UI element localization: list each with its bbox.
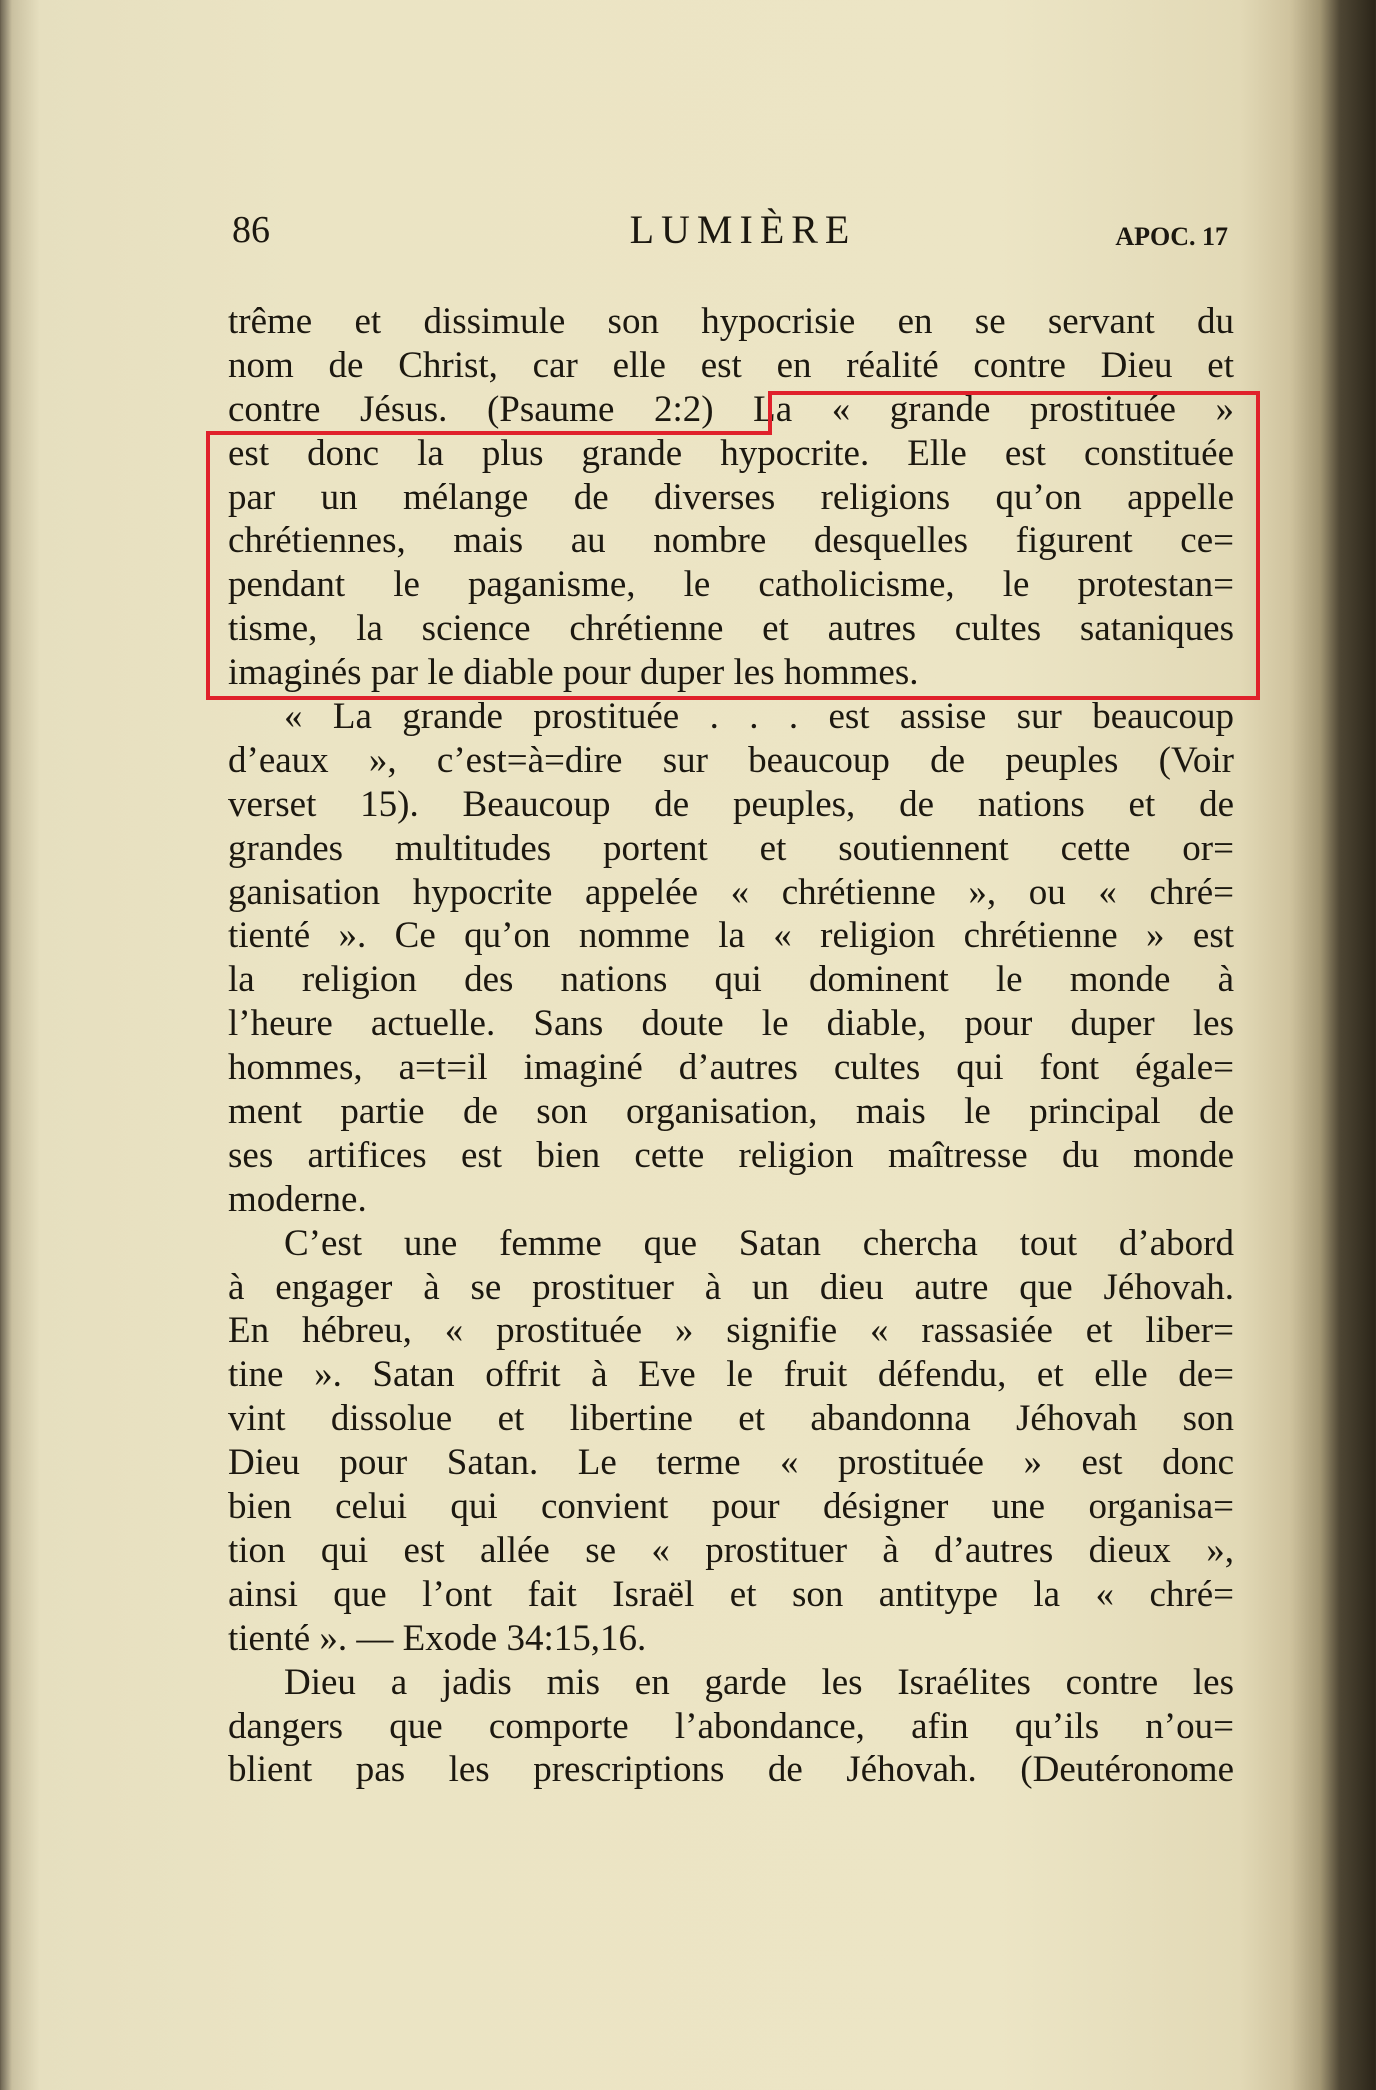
text-line: tienté ». — Exode 34:15,16. (228, 1617, 647, 1659)
text-line: chrétiennes, mais au nombre desquelles figurent ce= (228, 520, 1234, 562)
running-title: LUMIÈRE (629, 207, 857, 252)
text-line: hommes, a=t=il imaginé d’autres cultes qui font égale= (228, 1047, 1234, 1089)
text-line: dangers que comporte l’abondance, afin qu’ils n’ou= (228, 1705, 1234, 1747)
text-line: blient pas les prescriptions de Jéhovah. (Deutéronome (228, 1749, 1234, 1791)
text-line: bien celui qui convient pour désigner une organisa= (228, 1486, 1234, 1528)
text-line: verset 15). Beaucoup de peuples, de nations et de (228, 783, 1234, 825)
text-line: tisme, la science chrétienne et autres cultes sataniques (228, 608, 1234, 650)
text-line: ainsi que l’ont fait Israël et son antitype la « chré= (228, 1573, 1234, 1615)
page-body-text (228, 300, 1234, 1792)
text-line: tion qui est allée se « prostituer à d’autres dieux », (228, 1529, 1234, 1571)
text-line: la religion des nations qui dominent le monde à (228, 959, 1234, 1001)
text-line: ment partie de son organisation, mais le principal de (228, 1091, 1234, 1133)
chapter-reference: APOC. 17 (1115, 222, 1228, 251)
text-line: nom de Christ, car elle est en réalité contre Dieu et (228, 344, 1234, 386)
text-line: à engager à se prostituer à un dieu autre que Jéhovah. (228, 1266, 1234, 1308)
text-line: contre Jésus. (Psaume 2:2) La « grande prostituée » (228, 388, 1234, 430)
text-line: Dieu a jadis mis en garde les Israélites contre les (284, 1661, 1234, 1703)
text-line: grandes multitudes portent et soutiennent cette or= (228, 827, 1234, 869)
text-line: est donc la plus grande hypocrite. Elle est constituée (228, 432, 1234, 474)
text-line: En hébreu, « prostituée » signifie « rassasiée et liber= (228, 1310, 1234, 1352)
text-line: l’heure actuelle. Sans doute le diable, pour duper les (228, 1003, 1234, 1045)
text-line: d’eaux », c’est=à=dire sur beaucoup de peuples (Voir (228, 739, 1234, 781)
page-number: 86 (232, 209, 270, 251)
text-line: ses artifices est bien cette religion maîtresse du monde (228, 1134, 1234, 1176)
text-line: C’est une femme que Satan chercha tout d’abord (284, 1222, 1234, 1264)
text-line: ganisation hypocrite appelée « chrétienne », ou « chré= (228, 871, 1234, 913)
text-line: « La grande prostituée . . . est assise sur beaucoup (284, 696, 1234, 738)
text-line: imaginés par le diable pour duper les hommes. (228, 652, 919, 694)
text-line: tienté ». Ce qu’on nomme la « religion chrétienne » est (228, 915, 1234, 957)
text-line: Dieu pour Satan. Le terme « prostituée » est donc (228, 1442, 1234, 1484)
text-line: moderne. (228, 1178, 367, 1220)
text-line: trême et dissimule son hypocrisie en se servant du (228, 301, 1234, 342)
text-line: par un mélange de diverses religions qu’on appelle (228, 476, 1234, 518)
text-line: pendant le paganisme, le catholicisme, le protestan= (228, 564, 1234, 606)
text-line: tine ». Satan offrit à Eve le fruit défendu, et elle de= (228, 1354, 1234, 1396)
text-line: vint dissolue et libertine et abandonna Jéhovah son (228, 1398, 1234, 1440)
